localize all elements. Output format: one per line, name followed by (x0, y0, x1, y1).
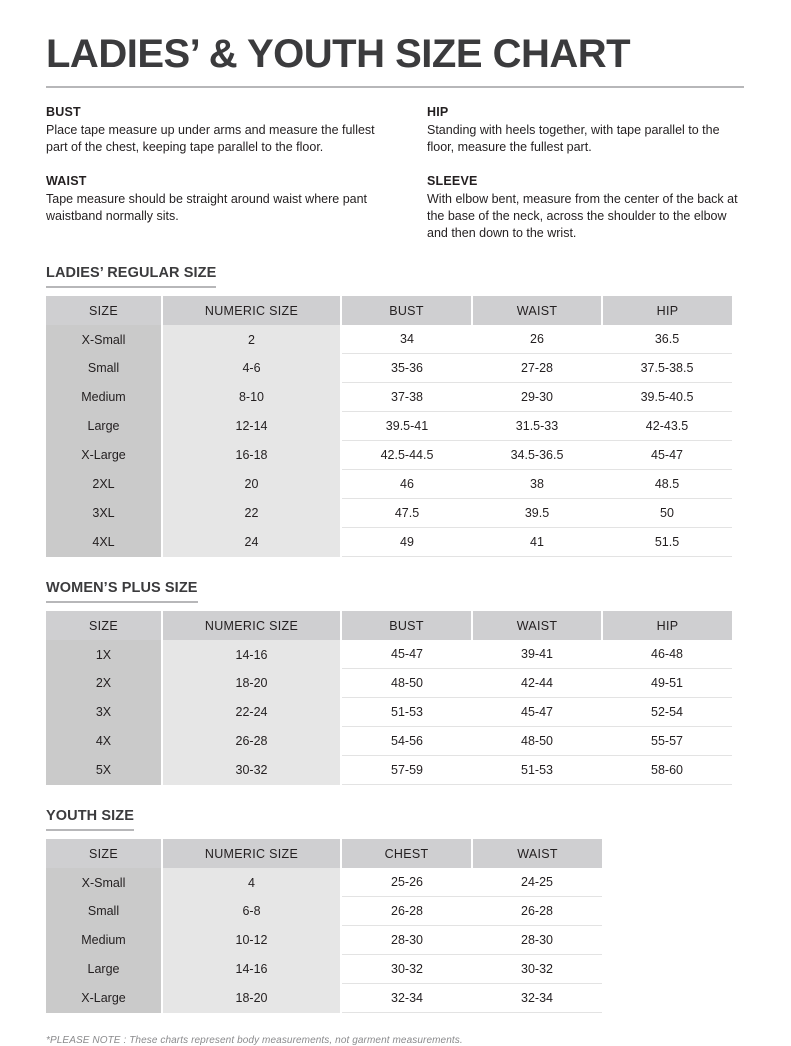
table-row (46, 528, 732, 557)
measurement-guide-bust (46, 105, 396, 157)
cell-hip: 51.5 (602, 528, 732, 557)
cell-hip: 37.5-38.5 (602, 354, 732, 383)
cell-size: 2XL (46, 470, 162, 499)
cell-waist: 30-32 (472, 955, 602, 984)
section-heading: WOMEN’S PLUS SIZE (46, 580, 198, 603)
column-header-hip: HIP (602, 611, 732, 640)
cell-size: Medium (46, 383, 162, 412)
column-header-chest: CHEST (341, 839, 472, 868)
size-tables-container (46, 264, 745, 1013)
table-row (46, 325, 732, 354)
cell-waist: 29-30 (472, 383, 602, 412)
cell-waist: 32-34 (472, 984, 602, 1013)
cell-numeric-size: 30-32 (162, 756, 341, 785)
cell-size: 3X (46, 698, 162, 727)
cell-chest: 32-34 (341, 984, 472, 1013)
column-header-size: SIZE (46, 839, 162, 868)
cell-size: 2X (46, 669, 162, 698)
cell-hip: 58-60 (602, 756, 732, 785)
table-row (46, 470, 732, 499)
cell-size: 5X (46, 756, 162, 785)
cell-bust: 57-59 (341, 756, 472, 785)
column-header-bust: BUST (341, 296, 472, 325)
cell-bust: 51-53 (341, 698, 472, 727)
table-row (46, 984, 602, 1013)
cell-hip: 55-57 (602, 727, 732, 756)
measurement-guide-hip-label: HIP (427, 105, 449, 119)
column-header-bust: BUST (341, 611, 472, 640)
cell-numeric-size: 24 (162, 528, 341, 557)
column-header-hip: HIP (602, 296, 732, 325)
table-row (46, 441, 732, 470)
cell-size: Large (46, 412, 162, 441)
column-header-numeric-size: NUMERIC SIZE (162, 611, 341, 640)
cell-size: Small (46, 354, 162, 383)
cell-numeric-size: 22-24 (162, 698, 341, 727)
table-row (46, 698, 732, 727)
column-header-waist: WAIST (472, 611, 602, 640)
cell-bust: 54-56 (341, 727, 472, 756)
cell-size: 1X (46, 640, 162, 669)
cell-hip: 49-51 (602, 669, 732, 698)
cell-waist: 39-41 (472, 640, 602, 669)
cell-bust: 49 (341, 528, 472, 557)
cell-waist: 41 (472, 528, 602, 557)
measurement-guide-sleeve-text: With elbow bent, measure from the center of the back at the base of the neck, across the shoulder to the elbow and then down to the wrist. (427, 191, 738, 240)
cell-size: X-Small (46, 325, 162, 354)
cell-waist: 38 (472, 470, 602, 499)
measurement-guide-bust-label: BUST (46, 105, 81, 119)
table-row (46, 727, 732, 756)
cell-waist: 24-25 (472, 868, 602, 897)
cell-hip: 46-48 (602, 640, 732, 669)
measurement-guide-waist (46, 174, 396, 226)
title-divider (46, 86, 744, 88)
cell-bust: 34 (341, 325, 472, 354)
column-header-waist: WAIST (472, 296, 602, 325)
table-row (46, 383, 732, 412)
cell-bust: 35-36 (341, 354, 472, 383)
measurement-guide-hip (427, 105, 746, 157)
cell-numeric-size: 12-14 (162, 412, 341, 441)
cell-numeric-size: 4-6 (162, 354, 341, 383)
cell-size: X-Small (46, 868, 162, 897)
cell-numeric-size: 10-12 (162, 926, 341, 955)
cell-waist: 51-53 (472, 756, 602, 785)
table-header-row (46, 611, 732, 640)
cell-numeric-size: 2 (162, 325, 341, 354)
cell-waist: 48-50 (472, 727, 602, 756)
table-row (46, 868, 602, 897)
cell-waist: 26-28 (472, 897, 602, 926)
cell-waist: 39.5 (472, 499, 602, 528)
cell-size: X-Large (46, 441, 162, 470)
cell-chest: 30-32 (341, 955, 472, 984)
cell-size: Large (46, 955, 162, 984)
cell-waist: 31.5-33 (472, 412, 602, 441)
cell-size: Small (46, 897, 162, 926)
cell-waist: 34.5-36.5 (472, 441, 602, 470)
cell-numeric-size: 14-16 (162, 640, 341, 669)
measurement-guide-waist-label: WAIST (46, 173, 87, 188)
table-row (46, 756, 732, 785)
cell-numeric-size: 14-16 (162, 955, 341, 984)
column-header-numeric-size: NUMERIC SIZE (162, 296, 341, 325)
measurement-guide-hip-text: Standing with heels together, with tape parallel to the floor, measure the fullest part. (427, 123, 720, 155)
cell-numeric-size: 16-18 (162, 441, 341, 470)
cell-hip: 50 (602, 499, 732, 528)
cell-numeric-size: 18-20 (162, 669, 341, 698)
cell-waist: 45-47 (472, 698, 602, 727)
measurement-guide-bust-text: Place tape measure up under arms and measure the fullest part of the chest, keeping tape parallel to the floor. (46, 123, 375, 155)
size-table-youth-size (46, 839, 602, 1013)
cell-waist: 26 (472, 325, 602, 354)
cell-hip: 45-47 (602, 441, 732, 470)
page-title: LADIES’ & YOUTH SIZE CHART (46, 32, 631, 76)
cell-bust: 39.5-41 (341, 412, 472, 441)
section-womens-plus-size (46, 579, 745, 785)
cell-hip: 39.5-40.5 (602, 383, 732, 412)
section-heading: LADIES’ REGULAR SIZE (46, 265, 216, 288)
cell-size: X-Large (46, 984, 162, 1013)
measurement-guide-sleeve-label: SLEEVE (427, 173, 478, 188)
section-heading: YOUTH SIZE (46, 808, 134, 831)
measurement-guide-left-column (46, 105, 396, 242)
cell-numeric-size: 18-20 (162, 984, 341, 1013)
table-header-row (46, 839, 602, 868)
cell-bust: 42.5-44.5 (341, 441, 472, 470)
measurement-guide (46, 105, 746, 242)
cell-numeric-size: 4 (162, 868, 341, 897)
cell-hip: 48.5 (602, 470, 732, 499)
column-header-size: SIZE (46, 611, 162, 640)
column-header-size: SIZE (46, 296, 162, 325)
cell-waist: 27-28 (472, 354, 602, 383)
cell-size: Medium (46, 926, 162, 955)
footnote: *PLEASE NOTE : These charts represent body measurements, not garment measurements. (46, 1035, 463, 1046)
cell-numeric-size: 6-8 (162, 897, 341, 926)
table-row (46, 412, 732, 441)
cell-waist: 42-44 (472, 669, 602, 698)
table-row (46, 669, 732, 698)
column-header-waist: WAIST (472, 839, 602, 868)
size-table-womens-plus-size (46, 611, 732, 785)
measurement-guide-right-column (396, 105, 746, 242)
cell-waist: 28-30 (472, 926, 602, 955)
cell-numeric-size: 8-10 (162, 383, 341, 412)
cell-size: 3XL (46, 499, 162, 528)
measurement-guide-sleeve (427, 174, 746, 243)
table-row (46, 640, 732, 669)
cell-bust: 47.5 (341, 499, 472, 528)
cell-bust: 48-50 (341, 669, 472, 698)
cell-numeric-size: 20 (162, 470, 341, 499)
cell-hip: 42-43.5 (602, 412, 732, 441)
table-row (46, 499, 732, 528)
table-row (46, 354, 732, 383)
measurement-guide-waist-text: Tape measure should be straight around waist where pant waistband normally sits. (46, 191, 368, 223)
cell-bust: 46 (341, 470, 472, 499)
cell-hip: 36.5 (602, 325, 732, 354)
size-table-ladies-regular-size (46, 296, 732, 557)
section-youth-size (46, 807, 745, 1013)
cell-hip: 52-54 (602, 698, 732, 727)
cell-bust: 37-38 (341, 383, 472, 412)
cell-chest: 25-26 (341, 868, 472, 897)
table-row (46, 926, 602, 955)
cell-size: 4XL (46, 528, 162, 557)
cell-chest: 28-30 (341, 926, 472, 955)
cell-size: 4X (46, 727, 162, 756)
section-ladies-regular-size (46, 264, 745, 557)
table-row (46, 897, 602, 926)
cell-numeric-size: 22 (162, 499, 341, 528)
cell-bust: 45-47 (341, 640, 472, 669)
table-row (46, 955, 602, 984)
column-header-numeric-size: NUMERIC SIZE (162, 839, 341, 868)
table-header-row (46, 296, 732, 325)
cell-chest: 26-28 (341, 897, 472, 926)
cell-numeric-size: 26-28 (162, 727, 341, 756)
